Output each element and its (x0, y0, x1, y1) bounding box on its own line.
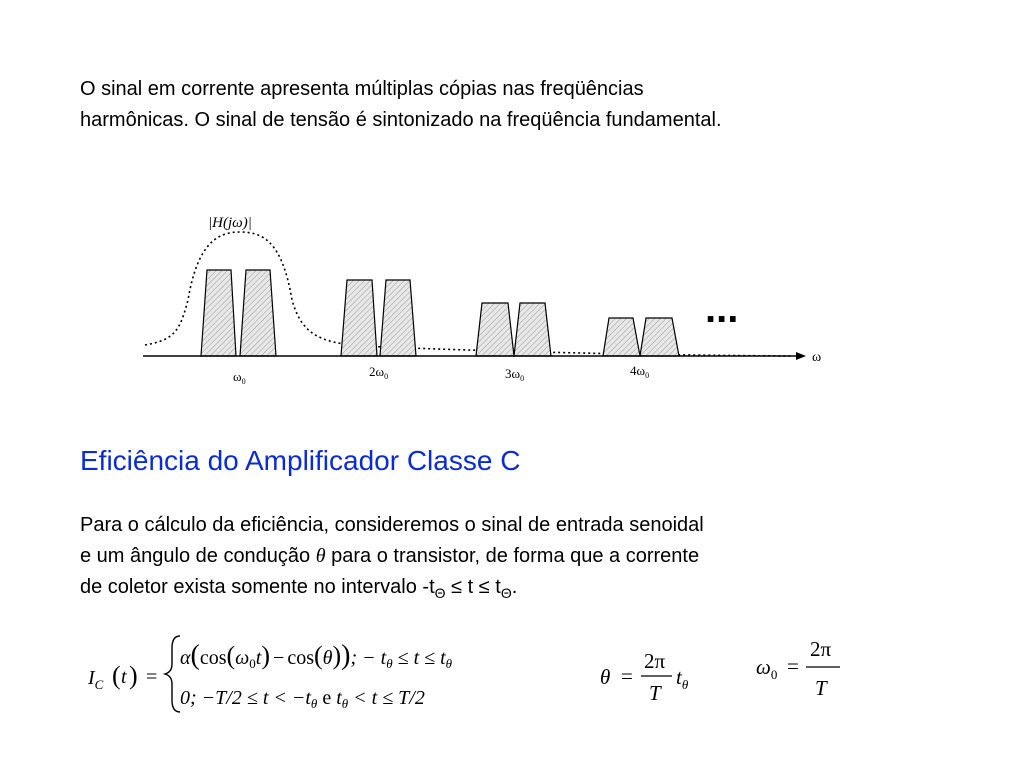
pulse (640, 318, 679, 356)
body-line-1: Para o cálculo da eficiência, consideremos o sinal de entrada senoidal (80, 514, 704, 536)
svg-text:T: T (815, 676, 827, 700)
pulse (514, 303, 551, 356)
svg-text:=: = (787, 654, 799, 678)
intro-line-1: O sinal em corrente apresenta múltiplas cópias nas freqüências (80, 78, 644, 100)
theta-equation (600, 649, 689, 705)
svg-text:=: = (621, 664, 633, 688)
pulse (603, 318, 640, 356)
axis-arrow-icon (796, 352, 806, 360)
svg-text:(: ( (112, 661, 121, 690)
svg-text:2π: 2π (644, 649, 666, 673)
ellipsis: ... (705, 287, 739, 331)
body-line-3: de coletor exista somente no intervalo $-t_\Theta \le t \le t_\Theta$. (80, 576, 518, 601)
body-line-2: e um ângulo de condução θ para o transistor, de forma que a corrente (80, 545, 700, 567)
harmonic-4-pulses (603, 318, 679, 356)
svg-text:2π: 2π (810, 637, 832, 661)
theta-symbol: θ (315, 545, 326, 567)
svg-text:=: = (146, 666, 158, 688)
pulse (201, 270, 236, 356)
svg-text:α(cos(ω0t)−cos(θ)); − tθ ≤ t ≤: $\alpha(\cos(\omega_0t) - \cos(\theta))$; − $t_\theta \le t \le t_\theta$ (180, 640, 453, 671)
svg-text:0; −T/2 ≤ t < −tθ e tθ < t ≤ T: 0; $-T/2 \le t < -t_\theta$ e $t_\theta < t \le T/2$ (180, 687, 425, 711)
ic-equation (87, 636, 453, 712)
pulse (240, 270, 276, 356)
axis-label: ω (812, 350, 822, 365)
svg-text:tθ: $t_\theta$ (676, 665, 689, 692)
pulse (380, 280, 416, 356)
harmonic-label-3: $3\omega_0$ (505, 366, 525, 383)
svg-text:θ: θ (600, 665, 611, 689)
harmonic-label-2: $2\omega_0$ (369, 364, 389, 381)
harmonic-1-pulses (201, 270, 276, 356)
harmonic-label-1: $\omega_0$ (233, 369, 246, 386)
svg-text:t: t (121, 666, 127, 688)
pulse (476, 303, 514, 356)
section-heading: Eficiência do Amplificador Classe C (80, 445, 521, 476)
svg-text:IC: $I_C$ (88, 667, 104, 692)
cases-brace (165, 636, 180, 712)
harmonic-3-pulses (476, 303, 551, 356)
hjw-label: |H(jω)| (208, 215, 252, 231)
pulse (341, 280, 377, 356)
body-paragraph (80, 510, 960, 609)
intro-line-2: harmônicas. O sinal de tensão é sintonizado na freqüência fundamental. (80, 109, 722, 131)
svg-text:ω0: $\omega_0$ (756, 655, 778, 682)
omega-equation (756, 637, 840, 700)
harmonic-2-pulses (341, 280, 416, 356)
svg-text:): ) (129, 661, 138, 690)
harmonic-label-4: $4\omega_0$ (630, 363, 650, 380)
svg-text:T: T (649, 681, 661, 705)
